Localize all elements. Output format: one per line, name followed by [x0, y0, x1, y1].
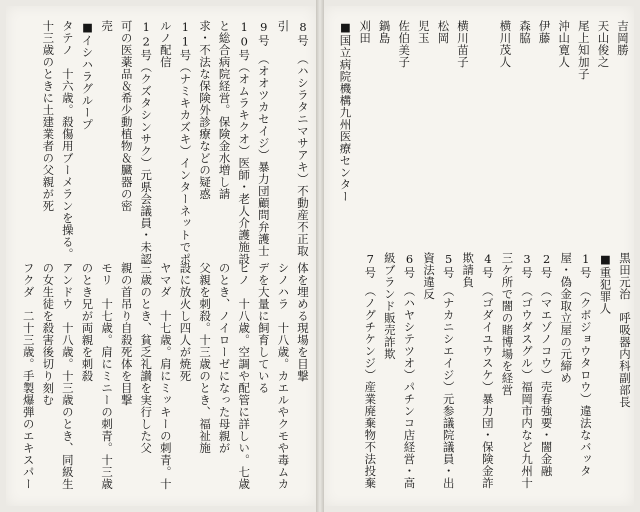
member-line: のとき兄が両親を刺殺 [80, 262, 95, 382]
criminal-line: 4号 （ゴダイユウスケ）暴力団・保険金詐 [480, 252, 495, 489]
section-heading: ■国立病院機構九州医療センター [338, 20, 353, 203]
right-upper-names-column-2 [340, 20, 472, 238]
criminal-line: 6号 （ハヤシテツオ）パチンコ店経営・高 [402, 252, 417, 489]
name-line: 松岡 [436, 20, 451, 44]
name-line: 刈田 [358, 20, 373, 44]
name-line: 伊藤 [537, 20, 552, 44]
criminal-line: 可の医薬品＆希少動植物＆臓器の密 [119, 20, 134, 212]
left-upper-column [12, 20, 312, 266]
member-line: のとき、ノイローゼになった母親が [217, 262, 232, 454]
criminal-line: 8号 （ハシラタニマサアキ）不動産不正取 [296, 20, 310, 257]
name-line: 鍋島 [377, 20, 392, 44]
criminal-line: 1号 （クボジョウタロウ）違法なバッタ [578, 252, 593, 477]
name-line: 天山俊之 [596, 20, 611, 68]
member-line: 設に放火し四人が焼死 [178, 262, 193, 382]
member-line: ヤマダ 十七歳。肩にミッキーの刺青。十 [158, 262, 173, 490]
criminal-line: 欺請負 [461, 252, 476, 288]
book-gutter [316, 0, 324, 512]
criminal-line: と総合病院経営。保険金水増し請 [217, 20, 232, 200]
criminal-line: 11号（ナミキカズキ）インターネットでポ [178, 20, 193, 266]
criminal-line: 10号（オムラキクオ）医師・老人介護施設 [237, 20, 252, 266]
member-line: モリ 十七歳。肩にミニーの刺青。十三歳 [100, 262, 115, 490]
criminal-line: 7号 （ノグチケンジ）産業廃棄物不法投棄 [363, 252, 378, 489]
member-line: の女生徒を殺害後切り刻む [41, 262, 56, 406]
member-line: 父親を刺殺。十三歳のとき、福祉施 [198, 262, 213, 454]
criminal-line: 引 [276, 20, 291, 32]
criminal-line: 5号 （ナカニシエイジ）元参議院議員・出 [441, 252, 456, 489]
right-upper-names-column [472, 20, 632, 238]
member-line: シノハラ 十八歳。カエルやクモや毒ムカ [276, 262, 291, 490]
criminal-line: 資法違反 [422, 252, 437, 300]
criminal-line: 屋・偽金取立屋の元締め [559, 252, 574, 384]
member-line: ヒノ 十八歳。空調や配管に詳しい。七歳 [237, 262, 252, 490]
criminal-line: 売 [100, 20, 115, 32]
criminal-line: 3号 （ゴウダスグル）福岡市内など九州十 [520, 252, 535, 489]
member-line: 体を埋める現場を目撃 [296, 262, 310, 382]
name-line: 吉岡勝 [616, 20, 630, 56]
name-line: 横川苗子 [456, 20, 470, 68]
name-line: 佐伯美子 [397, 20, 412, 68]
criminal-line: 級ブランド販売詐欺 [382, 252, 397, 360]
right-lower-column [330, 252, 634, 502]
name-line: 森脇 [518, 20, 533, 44]
section-heading: ■重犯罪人 [598, 252, 613, 315]
criminal-line: 12号（クズタシンサク）元県会議員・未認 [139, 20, 154, 266]
section-heading: ■イシハラグループ [80, 20, 95, 131]
role-line [340, 60, 341, 61]
name-line: 沖山寛人 [557, 20, 572, 68]
criminal-line: ルノ配信 [158, 20, 173, 68]
member-line: フクダ 二十三歳。手製爆弾のエキスパー [21, 262, 36, 490]
member-line: タテノ 十六歳。殺傷用ブーメランを操る。 [60, 20, 75, 260]
member-line: デを大量に飼育している [256, 262, 271, 394]
criminal-line: 9号 （オオツカセイジ）暴力団顧問弁護士 [256, 20, 271, 257]
criminal-line: 三ケ所で闇の賭博場を経営 [500, 252, 515, 396]
name-line: 横川茂人 [498, 20, 513, 68]
criminal-line: 2号 （マエゾノコウ）売春強要・闇金融 [539, 252, 554, 477]
member-line: 三歳のとき、貧乏礼讃を実行した父 [139, 262, 154, 454]
member-line: 親の首吊り自殺死体を目撃 [119, 262, 134, 406]
left-lower-column [12, 262, 312, 502]
name-line: 尾上知加子 [576, 20, 591, 80]
member-line: 十三歳のときに土建業者の父親が死 [41, 20, 56, 212]
doctor-line: 黒田元治 呼吸器内科副部長 [618, 252, 632, 408]
criminal-line: 求・不法な保険外診療などの疑惑 [198, 20, 213, 200]
name-line: 児玉 [416, 20, 431, 44]
member-line: アンドウ 十八歳。十三歳のとき、同級生 [60, 262, 75, 490]
